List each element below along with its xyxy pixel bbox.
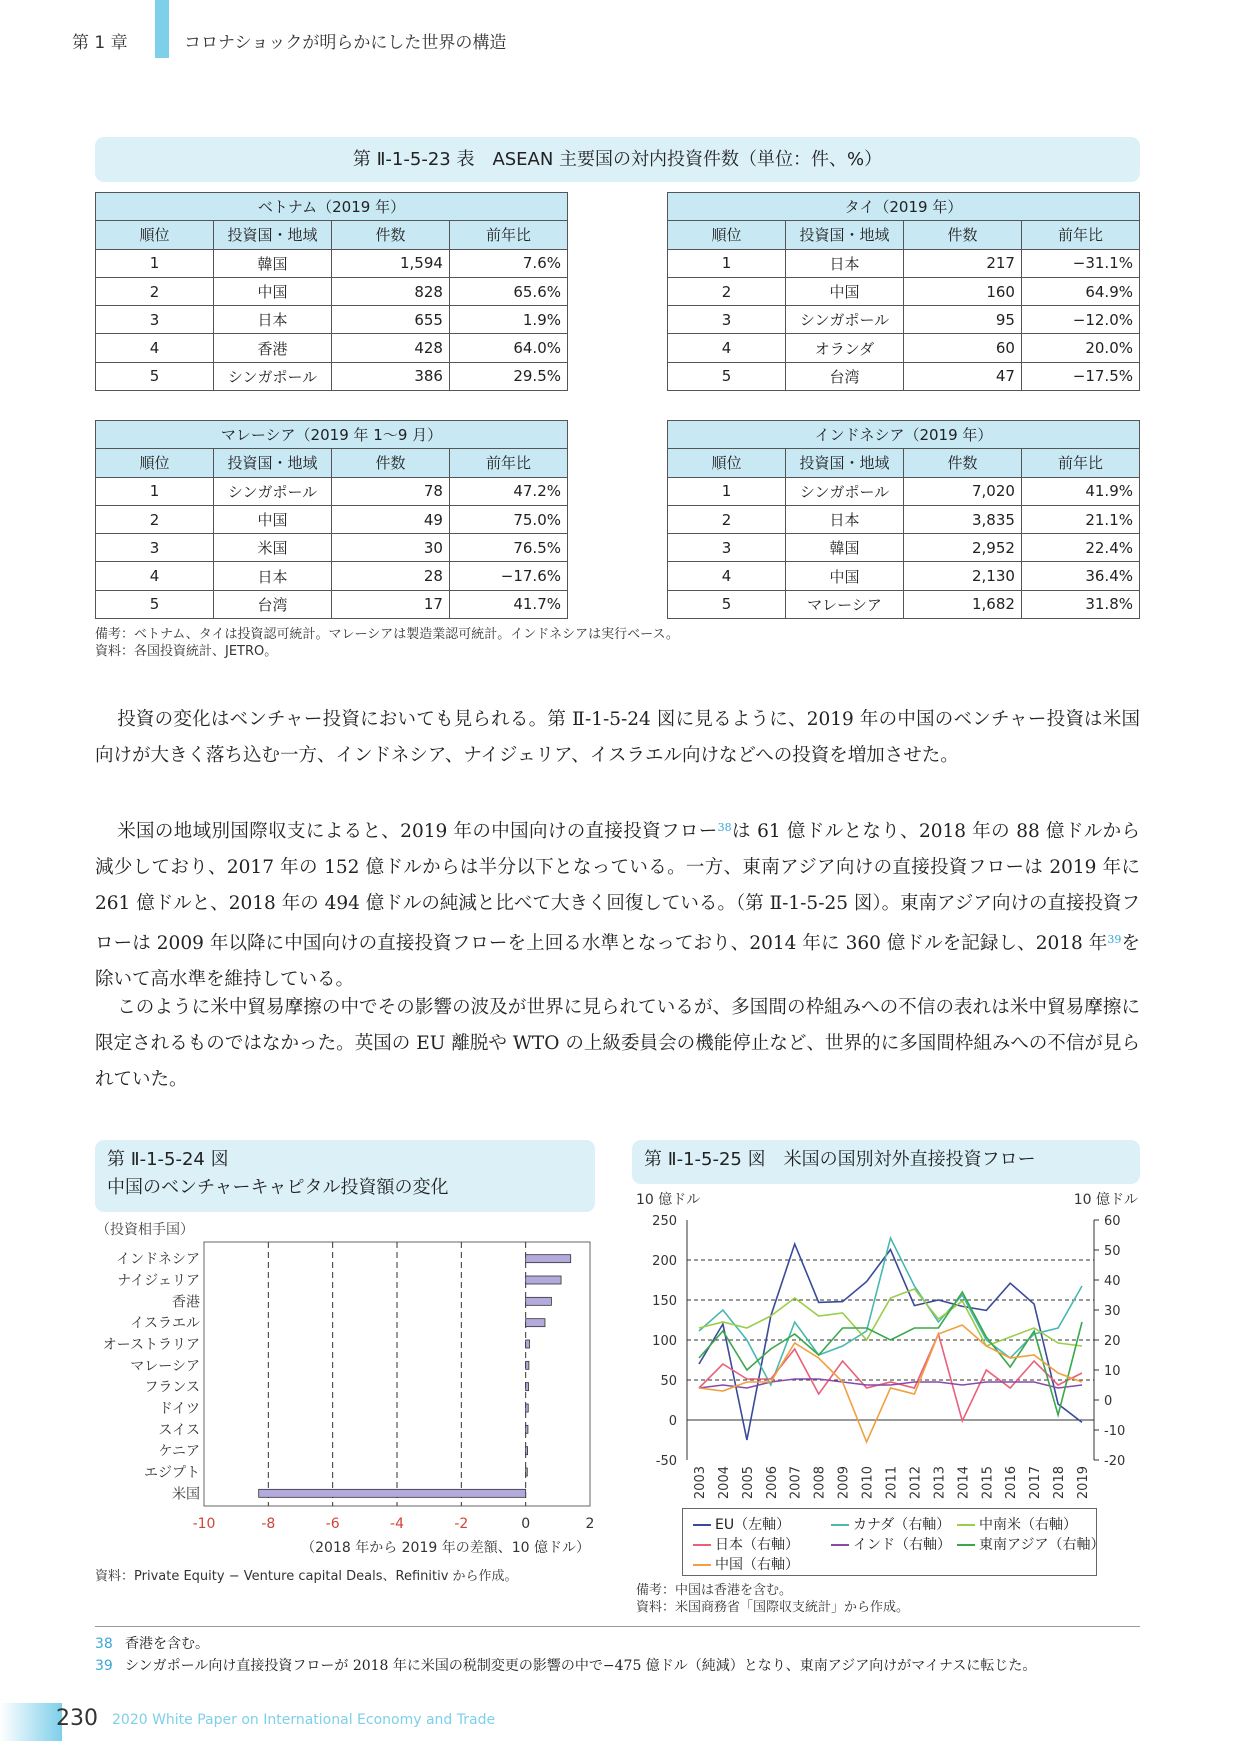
table-cell: 386 [331, 362, 449, 390]
table-cell: 5 [96, 590, 214, 618]
table-row [668, 249, 1140, 277]
chart-25-legend [682, 1508, 1105, 1576]
table-cell: −17.5% [1021, 362, 1139, 390]
table-title: ベトナム（2019 年） [96, 193, 568, 221]
category-label: ドイツ [158, 1401, 200, 1417]
table-cell: 2 [668, 505, 786, 533]
bar [526, 1404, 529, 1412]
table-cell: 2 [668, 277, 786, 305]
table-row [668, 505, 1140, 533]
table-cell: 日本 [213, 306, 331, 334]
footer-accent-bar [0, 1703, 62, 1741]
table-cell: 49 [331, 505, 449, 533]
legend-item [957, 1515, 1077, 1535]
table-row [668, 334, 1140, 362]
y-left-tick-label: -50 [655, 1454, 677, 1469]
bar [526, 1276, 561, 1284]
bar [526, 1361, 529, 1369]
column-header: 順位 [96, 449, 214, 477]
series-line-0 [699, 1244, 1082, 1440]
paragraph-2-part-b: は 61 億ドルとなり、2018 年の 88 億ドルから減少しており、2017 年の 152 億ドルからは半分以下となっている。一方、東南アジア向けの直接投資フローは 2019 年に 261 億ドルと、2018 年の 494 億ドルの純減と比べて大きく回復している。（第 Ⅱ-1-5-25 図）。東南アジア向けの直接投資フローは 2009 年以降に中国向けの直接投資フローを上回る水準となっており、2014 年に 360 億ドルを記録し、2018 年 [95, 821, 1140, 954]
table-row [668, 534, 1140, 562]
column-header: 前年比 [1021, 449, 1139, 477]
x-axis-label: （2018 年から 2019 年の差額、10 億ドル） [301, 1540, 590, 1556]
x-tick-label: 2014 [956, 1466, 972, 1500]
table-cell: 1 [668, 249, 786, 277]
table-cell: 韓国 [213, 249, 331, 277]
table-cell: −31.1% [1021, 249, 1139, 277]
table-cell: オランダ [785, 334, 903, 362]
table-cell: 76.5% [449, 534, 567, 562]
paragraph-2 [95, 810, 1140, 998]
legend-label: 東南アジア（右軸） [979, 1537, 1105, 1553]
x-tick-label: 2007 [788, 1466, 804, 1500]
series-line-2 [699, 1289, 1082, 1346]
category-label: マレーシア [130, 1358, 200, 1375]
table-cell: 4 [668, 562, 786, 590]
y-right-tick-label: 20 [1104, 1334, 1121, 1349]
table-cell: 米国 [213, 534, 331, 562]
legend-item [693, 1515, 790, 1535]
x-tick-label: 2003 [692, 1466, 708, 1500]
table-cell: 20.0% [1021, 334, 1139, 362]
legend-swatch [693, 1524, 711, 1526]
page-number: 230 [56, 1706, 98, 1731]
chart-24-source: 資料：Private Equity − Venture capital Deals、Refinitiv から作成。 [95, 1569, 518, 1584]
category-label: 香港 [172, 1294, 200, 1311]
legend-item [957, 1535, 1104, 1555]
y-left-tick-label: 150 [652, 1294, 677, 1309]
table-cell: 2 [96, 277, 214, 305]
table-title: インドネシア（2019 年） [668, 421, 1140, 449]
table-cell: シンガポール [213, 362, 331, 390]
table-cell: 41.9% [1021, 477, 1139, 505]
table-cell: 1 [668, 477, 786, 505]
table-cell: 64.0% [449, 334, 567, 362]
bar [526, 1447, 528, 1455]
y-right-tick-label: 50 [1104, 1244, 1121, 1259]
table-cell: シンガポール [785, 477, 903, 505]
table-cell: 4 [668, 334, 786, 362]
x-tick-label: 2016 [1004, 1466, 1020, 1500]
table-cell: 日本 [785, 249, 903, 277]
bar [526, 1383, 529, 1391]
x-tick-label: -4 [390, 1516, 404, 1532]
table-caption: 第 Ⅱ-1-5-23 表 ASEAN 主要国の対内投資件数（単位：件、%） [95, 137, 1140, 182]
table-cell: 28 [331, 562, 449, 590]
table-cell: 1 [96, 249, 214, 277]
table-cell: 60 [903, 334, 1021, 362]
legend-label: カナダ（右軸） [853, 1517, 951, 1533]
table-row [96, 306, 568, 334]
table-malaysia [95, 420, 568, 619]
table-row [96, 505, 568, 533]
table-cell: 47.2% [449, 477, 567, 505]
category-label: ナイジェリア [117, 1273, 200, 1289]
category-label: オーストラリア [102, 1337, 200, 1353]
footnote-rule [95, 1626, 1140, 1627]
bar [526, 1319, 545, 1327]
table-cell: マレーシア [785, 590, 903, 618]
bar [259, 1489, 526, 1497]
x-tick-label: 2015 [980, 1466, 996, 1500]
column-header: 投資国・地域 [785, 221, 903, 249]
table-row [668, 277, 1140, 305]
y-axis-right-unit: 10 億ドル [1073, 1192, 1138, 1208]
column-header: 順位 [96, 221, 214, 249]
table-cell: 47 [903, 362, 1021, 390]
chart-25-source: 資料：米国商務省「国際収支統計」から作成。 [636, 1600, 910, 1615]
table-row [668, 306, 1140, 334]
y-left-tick-label: 50 [660, 1374, 677, 1389]
table-cell: 7,020 [903, 477, 1021, 505]
table-row [96, 249, 568, 277]
table-cell: 5 [668, 590, 786, 618]
column-header: 投資国・地域 [785, 449, 903, 477]
table-cell: 7.6% [449, 249, 567, 277]
legend-label: 日本（右軸） [715, 1537, 799, 1553]
category-label: エジプト [144, 1465, 200, 1481]
paragraph-2-part-a: 米国の地域別国際収支によると、2019 年の中国向けの直接投資フロー [117, 821, 718, 842]
footnote-ref-38: 38 [717, 821, 732, 834]
table-row [96, 562, 568, 590]
x-tick-label: 2009 [836, 1466, 852, 1500]
table-row [668, 562, 1140, 590]
category-label: スイス [158, 1422, 200, 1439]
column-header: 件数 [903, 221, 1021, 249]
x-tick-label: 2011 [884, 1466, 900, 1500]
y-right-tick-label: 10 [1104, 1364, 1121, 1379]
legend-item [693, 1535, 799, 1555]
chapter-label: 第 1 章 [72, 33, 128, 53]
table-cell: 160 [903, 277, 1021, 305]
table-cell: 3 [96, 534, 214, 562]
x-tick-label: -10 [192, 1516, 216, 1532]
legend-swatch [693, 1564, 711, 1566]
table-cell: 75.0% [449, 505, 567, 533]
table-cell: 29.5% [449, 362, 567, 390]
table-cell: 中国 [213, 505, 331, 533]
table-indonesia [667, 420, 1140, 619]
table-cell: 31.8% [1021, 590, 1139, 618]
table-cell: 中国 [785, 562, 903, 590]
table-cell: 香港 [213, 334, 331, 362]
footnote-ref-39: 39 [1107, 933, 1122, 946]
table-cell: 1.9% [449, 306, 567, 334]
legend-swatch [957, 1524, 975, 1526]
bar [526, 1255, 571, 1263]
footnote-39 [95, 1656, 1140, 1676]
table-cell: 3 [668, 306, 786, 334]
table-cell: 日本 [213, 562, 331, 590]
series-line-3 [699, 1334, 1082, 1421]
chart-24-title-line2: 中国のベンチャーキャピタル投資額の変化 [107, 1177, 449, 1198]
table-cell: 日本 [785, 505, 903, 533]
column-header: 前年比 [449, 221, 567, 249]
table-cell: シンガポール [213, 477, 331, 505]
y-left-tick-label: 100 [652, 1334, 677, 1349]
chart-24-venture-capital [80, 1210, 610, 1560]
y-left-tick-label: 0 [668, 1414, 677, 1429]
table-cell: 2,130 [903, 562, 1021, 590]
legend-swatch [693, 1544, 711, 1546]
footnote-38-number: 38 [95, 1636, 113, 1652]
paragraph-2-part-c: を除いて高水準を維持している。 [95, 933, 1140, 990]
table-cell: 22.4% [1021, 534, 1139, 562]
table-cell: 41.7% [449, 590, 567, 618]
table-cell: 655 [331, 306, 449, 334]
table-title: タイ（2019 年） [668, 193, 1140, 221]
y-right-tick-label: 30 [1104, 1304, 1121, 1319]
x-tick-label: 2012 [908, 1466, 924, 1500]
y-right-tick-label: -10 [1104, 1424, 1126, 1439]
y-right-tick-label: -20 [1104, 1454, 1126, 1469]
table-row [96, 277, 568, 305]
bar [526, 1297, 552, 1305]
header-accent-bar [155, 0, 169, 58]
table-cell: 30 [331, 534, 449, 562]
table-cell: 95 [903, 306, 1021, 334]
column-header: 前年比 [449, 449, 567, 477]
table-cell: 韓国 [785, 534, 903, 562]
x-tick-label: 2018 [1052, 1466, 1068, 1500]
table-cell: 3,835 [903, 505, 1021, 533]
legend-swatch [831, 1544, 849, 1546]
table-cell: 4 [96, 334, 214, 362]
table-cell: 217 [903, 249, 1021, 277]
x-tick-label: -6 [325, 1516, 340, 1532]
category-label: イスラエル [130, 1315, 200, 1332]
category-label: インドネシア [116, 1251, 200, 1268]
table-cell: 65.6% [449, 277, 567, 305]
y-right-tick-label: 0 [1104, 1394, 1113, 1409]
legend-label: 中南米（右軸） [979, 1517, 1077, 1533]
y-right-tick-label: 60 [1104, 1214, 1121, 1229]
x-tick-label: 2008 [812, 1466, 828, 1500]
table-cell: 21.1% [1021, 505, 1139, 533]
legend-item [693, 1555, 799, 1575]
table-cell: 3 [96, 306, 214, 334]
column-header: 前年比 [1021, 221, 1139, 249]
footnote-38-text: 香港を含む。 [125, 1636, 209, 1652]
category-label: 米国 [172, 1486, 200, 1503]
category-label: フランス [144, 1379, 200, 1396]
table-cell: 4 [96, 562, 214, 590]
table-cell: 台湾 [213, 590, 331, 618]
table-cell: 2 [96, 505, 214, 533]
column-header: 順位 [668, 221, 786, 249]
legend-label: インド（右軸） [853, 1537, 951, 1553]
table-cell: 17 [331, 590, 449, 618]
table-cell: 78 [331, 477, 449, 505]
paragraph-3: このように米中貿易摩擦の中でその影響の波及が世界に見られているが、多国間の枠組みへの不信の表れは米中貿易摩擦に限定されるものではなかった。英国の EU 離脱や WTO の上級委員会の機能停止など、世界的に多国間枠組みへの不信が見られていた。 [95, 997, 1140, 1090]
table-cell: 64.9% [1021, 277, 1139, 305]
column-header: 件数 [331, 221, 449, 249]
category-axis-title: （投資相手国） [96, 1222, 194, 1238]
column-header: 投資国・地域 [213, 449, 331, 477]
legend-label: EU（左軸） [715, 1517, 791, 1533]
y-left-tick-label: 250 [652, 1214, 677, 1229]
table-row [96, 590, 568, 618]
legend-item [831, 1515, 950, 1535]
x-tick-label: 2006 [764, 1466, 780, 1500]
chart-24-caption [95, 1140, 595, 1212]
legend-swatch [831, 1524, 849, 1526]
x-tick-label: 2013 [932, 1466, 948, 1500]
x-tick-label: 2017 [1028, 1466, 1044, 1500]
table-row [96, 334, 568, 362]
table-cell: −17.6% [449, 562, 567, 590]
table-note: 備考：ベトナム、タイは投資認可統計。マレーシアは製造業認可統計。インドネシアは実行ベース。 [95, 627, 679, 642]
bar [526, 1468, 528, 1476]
x-tick-label: 2019 [1076, 1466, 1092, 1500]
x-tick-label: 0 [521, 1516, 531, 1532]
table-cell: 1,682 [903, 590, 1021, 618]
chapter-title: コロナショックが明らかにした世界の構造 [184, 33, 507, 53]
x-tick-label: 2004 [716, 1466, 732, 1500]
y-left-tick-label: 200 [652, 1254, 677, 1269]
table-cell: 中国 [213, 277, 331, 305]
table-row [96, 477, 568, 505]
column-header: 順位 [668, 449, 786, 477]
bar [526, 1340, 530, 1348]
table-cell: 中国 [785, 277, 903, 305]
chart-25-note: 備考：中国は香港を含む。 [636, 1583, 793, 1598]
table-cell: −12.0% [1021, 306, 1139, 334]
table-cell: シンガポール [785, 306, 903, 334]
legend-swatch [957, 1544, 975, 1546]
chart-25-us-fdi [632, 1190, 1142, 1510]
category-label: ケニア [158, 1443, 200, 1460]
table-cell: 1 [96, 477, 214, 505]
footnote-38 [95, 1634, 1140, 1654]
table-source: 資料：各国投資統計、JETRO。 [95, 644, 278, 659]
table-row [96, 362, 568, 390]
table-cell: 5 [96, 362, 214, 390]
paragraph-1: 投資の変化はベンチャー投資においても見られる。第 Ⅱ-1-5-24 図に見るように、2019 年の中国のベンチャー投資は米国向けが大きく落ち込む一方、インドネシア、ナイジェリア、イスラエル向けなどへの投資を増加させた。 [95, 709, 1140, 766]
legend-item [831, 1535, 951, 1555]
footnote-39-text: シンガポール向け直接投資フローが 2018 年に米国の税制変更の影響の中で−475 億ドル（純減）となり、東南アジア向けがマイナスに転じた。 [125, 1658, 1037, 1674]
table-cell: 2,952 [903, 534, 1021, 562]
legend-label: 中国（右軸） [715, 1557, 799, 1573]
footnote-39-number: 39 [95, 1658, 113, 1674]
footer-title: 2020 White Paper on International Economy and Trade [112, 1712, 496, 1728]
column-header: 件数 [331, 449, 449, 477]
table-row [96, 534, 568, 562]
y-axis-left-unit: 10 億ドル [636, 1192, 701, 1208]
table-cell: 1,594 [331, 249, 449, 277]
bar [526, 1425, 528, 1433]
y-right-tick-label: 40 [1104, 1274, 1121, 1289]
column-header: 件数 [903, 449, 1021, 477]
x-tick-label: 2010 [860, 1466, 876, 1500]
table-row [668, 590, 1140, 618]
chart-24-title-line1: 第 Ⅱ-1-5-24 図 [107, 1149, 229, 1170]
table-cell: 3 [668, 534, 786, 562]
table-title: マレーシア（2019 年 1〜9 月） [96, 421, 568, 449]
table-thailand [667, 192, 1140, 391]
table-cell: 36.4% [1021, 562, 1139, 590]
table-row [668, 477, 1140, 505]
column-header: 投資国・地域 [213, 221, 331, 249]
series-line-5 [699, 1292, 1082, 1415]
chart-25-caption: 第 Ⅱ-1-5-25 図 米国の国別対外直接投資フロー [632, 1140, 1140, 1184]
table-row [668, 362, 1140, 390]
table-cell: 台湾 [785, 362, 903, 390]
x-tick-label: 2 [585, 1516, 595, 1532]
table-cell: 428 [331, 334, 449, 362]
table-vietnam [95, 192, 568, 391]
x-tick-label: -2 [454, 1516, 469, 1532]
table-cell: 828 [331, 277, 449, 305]
x-tick-label: -8 [261, 1516, 276, 1532]
x-tick-label: 2005 [740, 1466, 756, 1500]
table-cell: 5 [668, 362, 786, 390]
